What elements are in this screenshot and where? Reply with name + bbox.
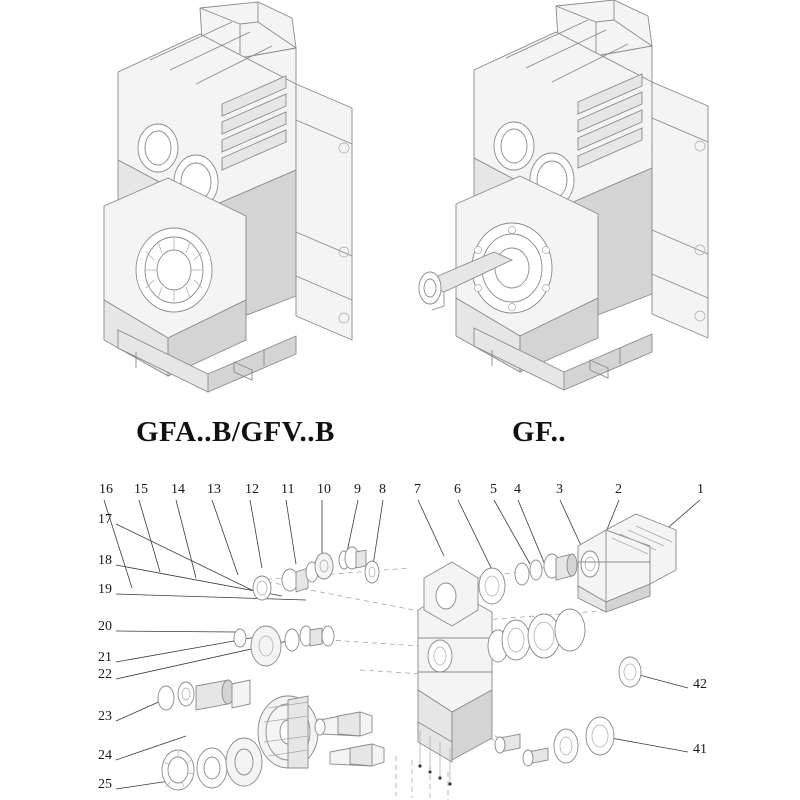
input-shaft-parts xyxy=(158,680,250,710)
large-washer xyxy=(251,626,281,666)
callout-6: 6 xyxy=(454,482,461,497)
callout-25: 25 xyxy=(98,777,112,792)
callout-1: 1 xyxy=(697,482,704,497)
callout-22: 22 xyxy=(98,667,112,682)
callout-21: 21 xyxy=(98,650,112,665)
callout-13: 13 xyxy=(207,482,221,497)
callout-16: 16 xyxy=(99,482,113,497)
callout-3: 3 xyxy=(556,482,563,497)
callout-8: 8 xyxy=(379,482,386,497)
callout-17: 17 xyxy=(98,512,112,527)
motor-adapter-block xyxy=(578,514,676,612)
callout-41: 41 xyxy=(693,742,707,757)
cover-rings xyxy=(479,554,585,662)
callout-5: 5 xyxy=(490,482,497,497)
callout-23: 23 xyxy=(98,709,112,724)
left-gearbox-group xyxy=(104,2,352,392)
pinion-shafts xyxy=(315,712,384,766)
right-gearbox-group xyxy=(419,0,708,390)
output-gear-wheel xyxy=(258,696,318,768)
callout-15: 15 xyxy=(134,482,148,497)
caption-gf: GF.. xyxy=(512,416,567,448)
callout-4: 4 xyxy=(514,482,521,497)
callout-12: 12 xyxy=(245,482,259,497)
callout-10: 10 xyxy=(317,482,331,497)
callout-2: 2 xyxy=(615,482,622,497)
caption-gfa-b-gfv-b: GFA..B/GFV..B xyxy=(136,416,335,448)
callout-42: 42 xyxy=(693,677,707,692)
mid-hardware-parts xyxy=(234,626,334,666)
bottom-left-bearings xyxy=(162,738,262,790)
callout-19: 19 xyxy=(98,582,112,597)
callout-7: 7 xyxy=(414,482,421,497)
top-hardware-parts xyxy=(253,547,379,600)
callout-24: 24 xyxy=(98,748,112,763)
callout-11: 11 xyxy=(281,482,295,497)
callout-9: 9 xyxy=(354,482,361,497)
exploded-view-svg xyxy=(0,460,800,800)
callout-14: 14 xyxy=(171,482,185,497)
callout-18: 18 xyxy=(98,553,112,568)
captions-row xyxy=(0,408,800,458)
lower-right-fasteners xyxy=(495,657,641,766)
callout-20: 20 xyxy=(98,619,112,634)
exploded-view-area xyxy=(0,460,800,800)
